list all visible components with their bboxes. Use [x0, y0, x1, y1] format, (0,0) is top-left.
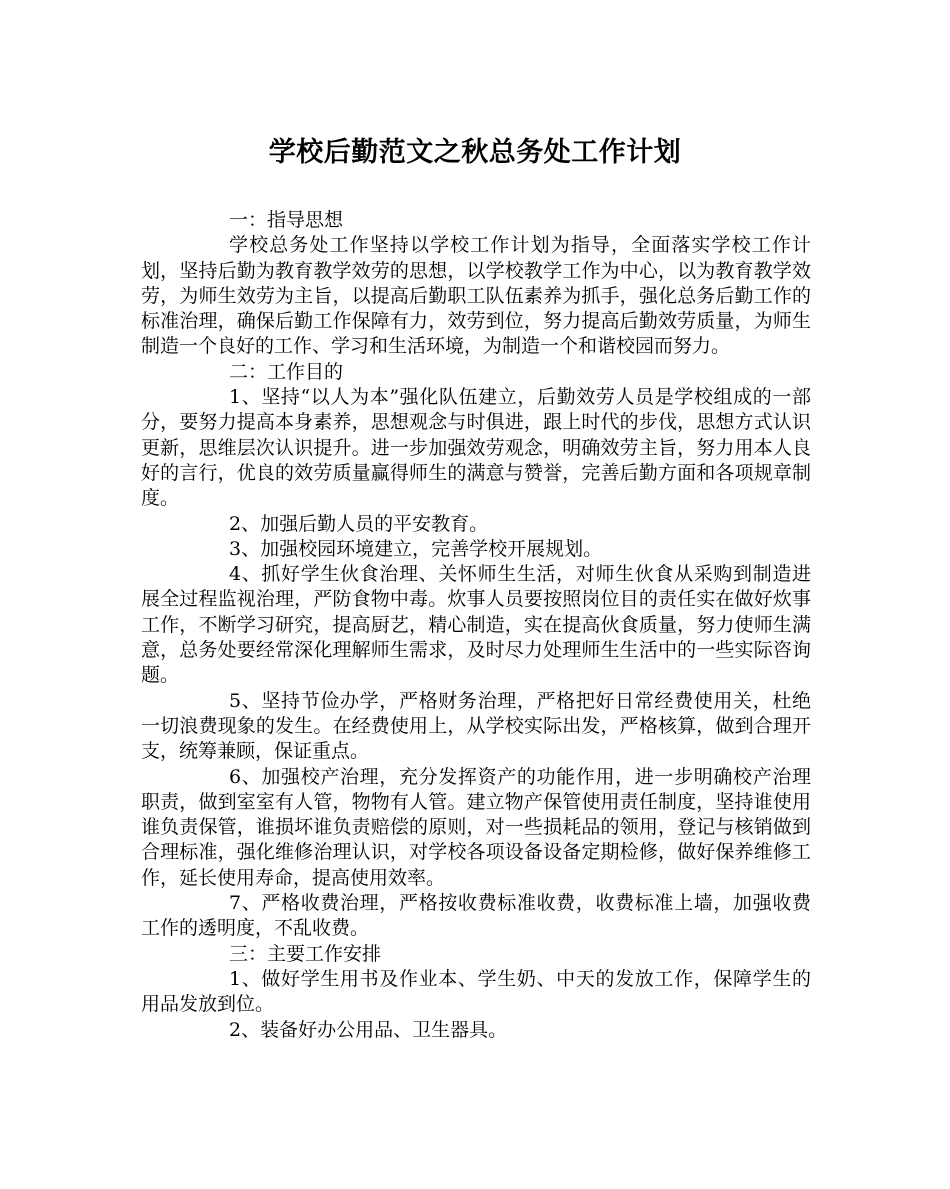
section-heading: 三：主要工作安排 [229, 942, 382, 965]
paragraph: 学校总务处工作坚持以学校工作计划为指导，全面落实学校工作计划，坚持后勤为教育教学效劳的思想，以学校教学工作为中心，以为教育教学效劳，为师生效劳为主旨，以提高后勤职工队伍素养为抓手，强化总务后勤工作的标准治理，确保后勤工作保障有力，效劳到位，努力提高后勤效劳质量，为师生制造一个良好的工作、学习和生活环境，为制造一个和谐校园而努力。 [141, 234, 811, 358]
paragraph: 6、加强校产治理，充分发挥资产的功能作用，进一步明确校产治理职责，做到室室有人管，物物有人管。建立物产保管使用责任制度，坚持谁使用谁负责保管，谁损坏谁负责赔偿的原则，对一些损耗品的领用，登记与核销做到合理标准，强化维修治理认识，对学校各项设备设备定期检修，做好保养维修工作，延长使用寿命，提高使用效率。 [141, 765, 811, 889]
document-title: 学校后勤范文之秋总务处工作计划 [268, 137, 682, 168]
paragraph: 1、做好学生用书及作业本、学生奶、中天的发放工作，保障学生的用品发放到位。 [141, 967, 811, 1016]
paragraph: 1、坚持“以人为本”强化队伍建立，后勤效劳人员是学校组成的一部分，要努力提高本身素养，思想观念与时俱进，跟上时代的步伐，思想方式认识更新，思维层次认识提升。进一步加强效劳观念，明确效劳主旨，努力用本人良好的言行，优良的效劳质量赢得师生的满意与赞誉，完善后勤方面和各项规章制度。 [141, 386, 811, 510]
paragraph: 5、坚持节俭办学，严格财务治理，严格把好日常经费使用关，杜绝一切浪费现象的发生。在经费使用上，从学校实际出发，严格核算，做到合理开支，统筹兼顾，保证重点。 [141, 689, 811, 763]
paragraph: 2、加强后勤人员的平安教育。 [229, 512, 489, 535]
document-body [141, 208, 811, 1043]
paragraph: 4、抓好学生伙食治理、关怀师生生活，对师生伙食从采购到制造进展全过程监视治理，严防食物中毒。炊事人员要按照岗位目的责任实在做好炊事工作，不断学习研究，提高厨艺，精心制造，实在提高伙食质量，努力使师生满意，总务处要经常深化理解师生需求，及时尽力处理师生生活中的一些实际咨询题。 [141, 563, 811, 687]
section-heading: 一：指导思想 [229, 209, 344, 231]
paragraph: 3、加强校园环境建立，完善学校开展规划。 [229, 537, 603, 560]
paragraph: 2、装备好办公用品、卫生器具。 [229, 1018, 508, 1041]
section-heading: 二：工作目的 [229, 360, 344, 383]
paragraph: 7、严格收费治理，严格按收费标准收费，收费标准上墙，加强收费工作的透明度，不乱收费。 [141, 892, 811, 940]
